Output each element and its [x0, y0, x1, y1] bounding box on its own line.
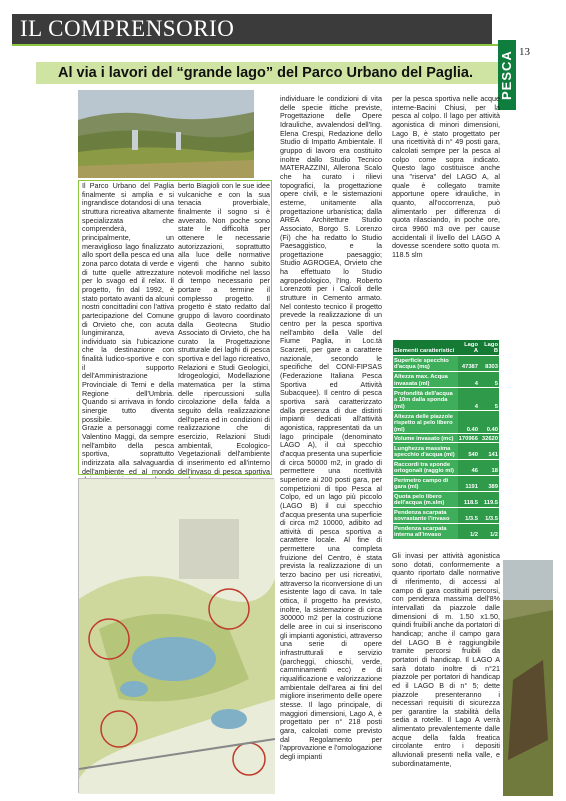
table-cell: 5 — [479, 388, 499, 411]
table-cell: 32620 — [479, 434, 499, 443]
table-row — [393, 491, 499, 507]
table-row — [393, 507, 499, 523]
table-row — [393, 523, 499, 539]
table-cell: Altezza delle piazzole rispetto al pelo libero (ml) — [393, 411, 458, 434]
table-cell: Pendenza scarpata sovrastante l'invaso — [393, 507, 458, 523]
table-cell: 389 — [479, 475, 499, 491]
table-row — [393, 475, 499, 491]
table-row — [393, 443, 499, 459]
table-cell: 1/2 — [458, 523, 479, 539]
table-cell: 5 — [479, 372, 499, 388]
text-column-4 — [392, 95, 500, 330]
text-column-3 — [280, 95, 382, 795]
table-cell: 170966 — [458, 435, 478, 442]
table-cell: 4 — [458, 388, 479, 411]
table-row — [393, 372, 499, 388]
table-header-cell: Lago B — [479, 340, 499, 356]
table-cell: 8303 — [479, 356, 499, 372]
table-cell: 118.5 — [458, 491, 479, 507]
table-cell: 4 — [458, 372, 479, 388]
side-photo — [503, 560, 553, 796]
paragraph: berto Biagioli con le sue idee vulcaniche e con la sua tenacia proverbiale, finalmente il sogno si è avverato. Non poche sono state le difficoltà per ottenere le necessarie autorizzazioni, soprattutto alla luce delle normative vigenti che hanno subito notevoli modifiche nel lasso di tempo necessario per portare a termine il complesso progetto. Il progetto è stato redatto dal gruppo di lavoro coordinato dalla Geotecna Studio Associato di Orvieto, che ha curato la Progettazione strutturale dei laghi di pesca sportiva e del lago ricreativo, Relazioni e Studi Geologici, Idrogeologici, Modellazione matematica per la stima delle ripercussioni sulla circolazione della falda a seguito della realizzazione dell'opera ed in condizioni di realizzazione che di esercizio, Relazioni Studi ambientali, Ecologico-Vegetazionali dell'ambiente di inserimento ed all'interno dell'invaso di pesca sportiva — [178, 181, 270, 476]
table-cell: 1/2 — [479, 523, 499, 539]
table-row — [393, 411, 499, 434]
table-cell: 540 — [458, 443, 479, 459]
text-column-1 — [82, 181, 174, 476]
article-headline: Al via i lavori del “grande lago” del Parco Urbano del Paglia. — [36, 62, 498, 84]
table-cell: Lunghezza massima specchio d'acqua (ml) — [393, 443, 458, 459]
lake-specs-table — [393, 340, 499, 540]
table-cell: 141 — [479, 443, 499, 459]
section-title: IL COMPRENSORIO — [12, 14, 492, 44]
table-cell: Altezza max. Acqua invasata (ml) — [393, 372, 458, 388]
table-cell: Volume invasato (mc) — [393, 434, 458, 443]
table-cell: 1191 — [458, 475, 479, 491]
paragraph: per la pesca sportiva nelle acque interne-Bacini Chiusi, per la pesca al colpo. Il lago per attività agonistica di minori dimensioni, Lago B, è stato progettato per una ricettività di n° 49 posti gara, calcolati sempre per la pesca al colpo come sopra indicato. Questo lago costituisce anche una "riserva" del LAGO A, al quale è collegato tramite apportune opere idrauliche, in quanto, all'occorrenza, può alimentarlo per differenza di quota rilasciando, in poche ore, circa 9960 m3 ove per cause accidentali il livello del LAGO A dovesse scendere sotto quota m. 118.5 slm — [392, 94, 500, 259]
text-column-2 — [178, 181, 270, 476]
table-cell: 46 — [458, 459, 479, 475]
divider — [12, 44, 498, 46]
table-cell: 1/3.5 — [458, 507, 479, 523]
table-cell: Profondità dell'acqua a 10m dalla sponda (ml) — [393, 388, 458, 411]
table-cell: Pendenza scarpata interna all'invaso — [393, 523, 458, 539]
table-cell: 119.5 — [479, 491, 499, 507]
table-header-row — [393, 340, 499, 356]
table-header-cell: Lago A — [458, 340, 479, 356]
landscape-photo — [78, 90, 254, 178]
table-header-cell: Elementi caratteristici — [393, 340, 458, 356]
page-number: 13 — [519, 46, 530, 58]
table-row — [393, 434, 499, 443]
table-cell: 18 — [479, 459, 499, 475]
paragraph: Gli invasi per attività agonistica sono dotati, conformemente a quanto riportato dalle normative di riferimento, di accessi al campo di gara costituiti percorsi, con pendenza massima dell'8% intervallati da piazzole dalle dimensioni di m. 1.50 x1.50, quindi fruibili anche da portatori di handicap; anche il campo gara del LAGO B è raggiungibile tramite percorsi fruibili da portatori di handicap. Il LAGO A sarà dotato inoltre di n°21 piazzole per portatori di handicap ed il LAGO B di n° 5; dette piazzole presenteranno i necessari requisiti di sicurezza per garantire la stabilità della sedia a rotelle. Il Lago A verrà alimentato prevalentemente dalle acque della falda freatica circolante entro i depositi alluvionali presenti nella valle, e subordinatamente, — [392, 551, 500, 768]
table-row — [393, 388, 499, 411]
table-cell: 47387 — [458, 356, 479, 372]
section-tab-label: PESCA — [499, 50, 514, 100]
table-cell: Raccordi tra sponde ortogonali (raggio ml) — [393, 459, 458, 475]
paragraph: individuare le condizioni di vita delle specie ittiche previste, Progettazione delle Opere Idrauliche, avvalendosi dell'Ing. Elena Crespi, Redazione dello Studio di Impatto Ambientale. Il gruppo di lavoro era costituito inoltre dallo Studio Tecnico MATERAZZINI, Allerona Scalo che ha curato i rilievi topografici, la progettazione opere civili, e le sistemazioni esterne, unitamente alla progettazione urbanistica; dalla AREA Architetture Studio Associato, Borgo S. Lorenzo (Fi) che ha redatto lo Studio Paesaggistico, e la progettazione paesaggio; Studio AGROGEA, Orvieto che ha effettuato lo Studio agropedologico, l'Ing. Roberto Lorenzotti per i Calcoli delle strutture in Cemento armato. Nel contesto tecnico il progetto prevede la realizzazione di un centro per la pesca sportiva nell'ambito della Valle del Fiume Paglia, in Loc.tà Scarzeti, per gare a carattere nazionale, secondo le specifiche del CONI-FIPSAS (Federazione Italiana Pesca Sportiva ed Attività Subacquee). Il centro di pesca sportiva sarà caratterizzato dalla presenza di due distinti impianti dedicati all'attività agonistica, rappresentati da un lago principale (denominato LAGO A), il cui specchio d'acqua presenta una superficie di circa 50000 m2, in grado di permettere una ricettività superiore ai 200 posti gara, per competizioni di tipo Pesca al Colpo, ed un lago più piccolo (LAGO B) il cui specchio d'acqua presenta una superficie di circa m2 10000, adibito ad attività di pesca sportiva a carattere locale. Al fine di permettere una completa fruizione del Centro, è stata prevista la realizzazione di un terzo bacino per usi ricreativi, attraverso la riconversione di un esistente lago di cava. In tale ottica, il progetto ha previsto, inoltre, la sistemazione di circa 300000 m2 per la costruzione delle aree in cui si inseriscono gli impianti agonistici, attraverso una serie di opere infrastrutturali e servizio (parcheggi, chioschi, verde, camminamenti ecc) e di riqualificazione e valorizzazione ambientale dell'area ai fini del migliore inserimento delle opere stesse. Il lago principale, di maggiori dimensioni, Lago A, è progettato per n° 218 posti gara, calcolati come previsto dal Regolamento per l'approvazione e l'omologazione degli impianti — [280, 94, 382, 761]
paragraph: Il Parco Urbano del Paglia finalmente si amplia e si ingrandisce dotandosi di una struttura ricreativa altamente specializzata che comprenderà, principalmente, un meraviglioso lago finalizzato allo sport della pesca ed una zona parco dotata di verde e di tutte quelle attrezzature per lo svago ed il relax. Il progetto, fin dal 1992, è stato portato avanti da alcuni nostri concittadini con l'attiva partecipazione del Comune di Orvieto che, con acuta lungimiranza, aveva individuato sia l'ubicazione che la destinazione con finalità ludico-sportive e con il supporto dell'Amministrazione Provinciale di Terni e della Regione dell'Umbria. Quando si arrivava in fondo sinergie tutto diventa possibile. — [82, 181, 174, 424]
table-cell: 1/3.5 — [479, 507, 499, 523]
table-row — [393, 459, 499, 475]
table-cell: Superficie specchio d'acqua (mq) — [393, 356, 458, 372]
project-plan-image — [78, 478, 274, 793]
table-cell: Quota pelo libero dell'acqua (m.slm) — [393, 491, 458, 507]
table-cell: 0.40 — [479, 411, 499, 434]
table-row — [393, 356, 499, 372]
table-cell: 0.40 — [458, 411, 479, 434]
table-cell: Perimetro campo di gara (ml) — [393, 475, 458, 491]
paragraph: Grazie a personaggi come Valentino Maggi, da sempre nell'ambito della pesca sportiva, soprattutto indirizzata alla salvaguardia dell'ambiente ed al mondo — [82, 423, 174, 476]
text-column-5 — [392, 552, 500, 792]
